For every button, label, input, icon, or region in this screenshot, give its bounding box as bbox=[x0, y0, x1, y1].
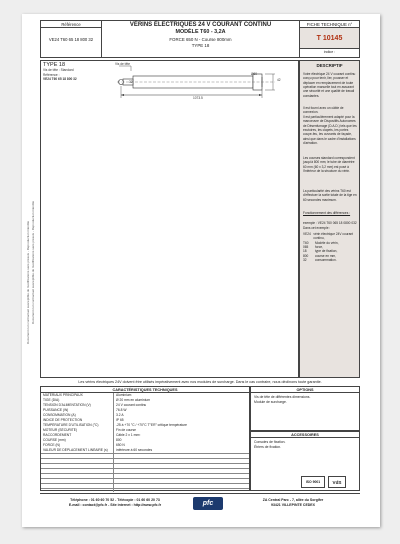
dim-length: 1073.5 bbox=[193, 96, 203, 100]
descriptif-p5: La particularité des vérins T60 est d'effectuer la sortie totale de la tige en 60 secondes maximum. bbox=[303, 189, 357, 202]
footer-address-2: 93421 VILLEPINTE CEDEX bbox=[271, 503, 315, 507]
code-row: T60 Modèle du vérin, bbox=[303, 240, 339, 245]
title-line-3: FORCE 650 N - Course 800mm bbox=[169, 37, 232, 42]
reference-box bbox=[40, 20, 102, 58]
spec-row: CONSOMMATION (A) 3.2 A bbox=[43, 413, 124, 417]
accessoires-line-2: Étriers de fixation. bbox=[254, 445, 282, 449]
specs-title: CARACTÉRISTIQUES TECHNIQUES bbox=[112, 388, 178, 392]
spec-row: TIGE (DIA) Ø 20 mm en aluminium bbox=[43, 398, 151, 402]
code-row: 065 force, bbox=[303, 244, 323, 249]
vds-logo bbox=[328, 476, 346, 488]
accessoires-title: ACCESSOIRES bbox=[291, 433, 319, 437]
title-line-1: VÉRINS ÉLECTRIQUES 24 V COURANT CONTINU bbox=[129, 22, 272, 28]
actuator-drawing bbox=[115, 63, 297, 109]
fiche-box bbox=[299, 20, 360, 58]
spec-row: PUISSANCE (W) 76.8 W bbox=[43, 408, 127, 412]
side-note-2: Document non contractuel susceptible de modifications sans préavis - Reproduction interdite bbox=[31, 200, 35, 324]
code-row: 18 type de fixation, bbox=[303, 249, 338, 254]
document-sheet bbox=[22, 14, 380, 527]
title-box bbox=[102, 20, 299, 58]
pfc-logo bbox=[193, 497, 223, 510]
drawing-area bbox=[40, 60, 299, 378]
code-row: 32 consommation. bbox=[303, 257, 337, 262]
reference-value: VE24 T60 65 18 800 32 bbox=[48, 37, 94, 42]
spec-row: MATÉRIAUX PRINCIPAUX Aluminium bbox=[43, 393, 132, 397]
footer-contact: E-mail : contact@pfc.fr - Site internet : http://www.pfc.fr bbox=[68, 503, 162, 507]
options-line-2: Module de surcharge. bbox=[254, 400, 287, 404]
spec-row: MOTEUR (SÉCURITÉ) Fin de course bbox=[43, 428, 136, 432]
iso-logo bbox=[301, 476, 325, 488]
accessoires-line-1: Consoles de fixation. bbox=[254, 440, 286, 444]
dim-c: Ø60 bbox=[251, 72, 258, 76]
side-note: Document non contractuel susceptible de modifications sans préavis - Reproduction interdite bbox=[26, 220, 30, 344]
iso-text: ISO 9001 bbox=[305, 480, 321, 484]
fiche-number: T 10145 bbox=[316, 35, 343, 42]
accessoires-box bbox=[250, 431, 360, 491]
codes-title: Fonctionnement des différences : bbox=[303, 211, 351, 215]
codes-list bbox=[303, 232, 358, 262]
title-line-4: TYPE 18 bbox=[191, 43, 210, 48]
type-label: TYPE 18 bbox=[43, 62, 66, 68]
pfc-logo-text: pfc bbox=[202, 500, 214, 507]
indice-label: indice : bbox=[323, 50, 336, 54]
options-title: OPTIONS bbox=[296, 388, 314, 392]
spec-row: TEMPÉRATURE D'UTILISATION (°C) -25 à +70 °C / +70°C T°ER° critique température bbox=[43, 423, 188, 427]
options-box bbox=[250, 386, 360, 431]
descriptif-title: DESCRIPTIF bbox=[316, 63, 343, 68]
dim-b: 42 bbox=[277, 78, 281, 82]
footer-address-1: ZA Central Parc - 7, allée du Sorgifer bbox=[262, 498, 324, 502]
code-row: 800 course en mm, bbox=[303, 253, 337, 258]
descriptif-p1: Votre électrique 24 V courant continu conçu pour tenir, lier, pousser et déplacer en remplacement de toute opération manuelle tout en assurant une sécurité et une qualité de travail constantes. bbox=[303, 72, 356, 98]
spec-row: RACCORDEMENT Câble 2 x 1 mm² bbox=[43, 433, 141, 437]
code-row: VE24 vérin électrique 24V courant continu, bbox=[303, 232, 354, 241]
vds-text: VdS bbox=[332, 480, 342, 485]
spec-row: TENSION D'ALIMENTATION (V) 24 V courant continu bbox=[43, 403, 147, 407]
tige-label: Vis de tête : Standard bbox=[43, 68, 74, 72]
spec-row: INDICE DE PROTECTION IP 65 bbox=[43, 418, 124, 422]
reference-label: Référence bbox=[61, 21, 81, 27]
reference-small-value: VE24 T60 65 18 800 32 bbox=[43, 77, 77, 81]
descriptif-p4: Les courses standard correspondent jusqu'à 800 mm; le tube de diamètre 60 mm (60 x 3,2 mm) est posé à l'intérieur de la structure du vérin. bbox=[303, 156, 355, 173]
footer bbox=[40, 493, 360, 513]
spec-row: FORCE (N) 650 N bbox=[43, 443, 125, 447]
spec-row: COURSE (mm) 800 bbox=[43, 438, 122, 442]
options-line-1: Vis de tête de différentes dimensions. bbox=[254, 395, 311, 399]
descriptif-p3: Il est particulièrement adapté pour la manoeuvre de Dispositifs Autonomes de Désenfumage (D.A.D.) tels que les exutoires, les clapets, les portes coupe-feu, les ouvrants de façade, ainsi que dans le cadre d'installations d'aération. bbox=[303, 115, 357, 145]
title-line-2: MODÈLE T60 - 3,2A bbox=[175, 29, 226, 35]
codes-example: exemple : VE24 T60 065 18 0800 032 bbox=[303, 221, 357, 225]
descriptif-p2: Il est fourni avec un câble de connexion. bbox=[303, 106, 344, 115]
codes-intro: Dans cet exemple : bbox=[303, 226, 331, 230]
spec-row: VALEUR DE DÉPLACEMENT LINÉAIRE (s) inférieure à 60 secondes bbox=[43, 448, 153, 452]
vis-label: Vis de tête bbox=[115, 62, 131, 66]
descriptif-panel bbox=[299, 60, 360, 378]
footer-phone: Téléphone : 01 60 60 70 52 - Télécopie : 01 60 60 20 73 bbox=[70, 498, 160, 502]
dim-a: 32 bbox=[129, 80, 133, 84]
notice-text: Les vérins électriques 24V doivent être utilisés impérativement avec nos modules de surcharge. Dans le cas contraire, nous déclinons toute garantie. bbox=[78, 380, 322, 384]
fiche-label: FICHE TECHNIQUE n° bbox=[306, 21, 353, 27]
specs-table bbox=[40, 386, 250, 491]
reference-small-label: Référence : bbox=[43, 73, 60, 77]
